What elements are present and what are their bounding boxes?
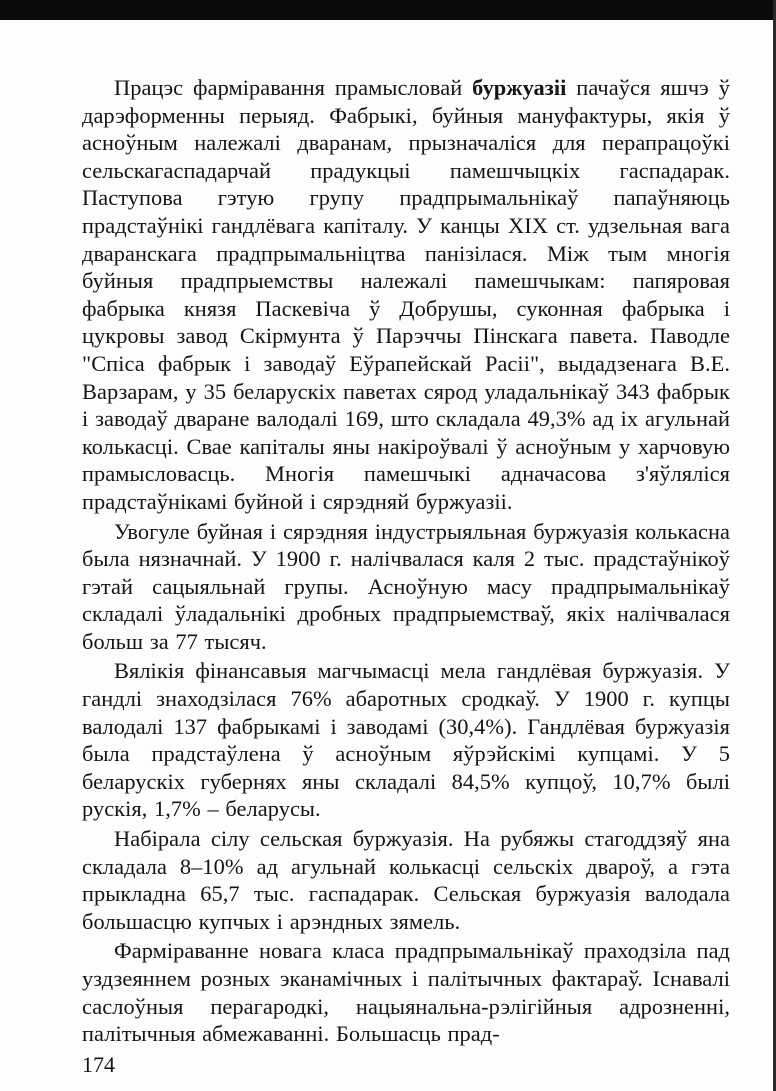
page-number: 174 [82, 1052, 115, 1077]
text-run: пачаўся яшчэ ў дарэформенны перыяд. Фабрыкі, буйныя мануфактуры, якія ў асноўным належалі дваранам, прызначаліся для перапрацоўкі сельскагаспадарчай прадукцыі памешчыцкіх гаспадарак. Паступова гэтую групу прадпрымальнікаў папаўняюць прадстаўнікі гандлёвага капіталу. У канцы XIX ст. удзельная вага дваранскага прадпрымальніцтва панізілася. Між тым многія буйныя прадпрыемствы належалі памешчыкам: папяровая фабрыка князя Паскевіча ў Добрушы, суконная фабрыка і цукровы завод Скірмунта ў Парэччы Пінскага павета. Паводле "Спіса фабрык і заводаў Еўрапейскай Расіі", выдадзенага В.Е. Варзарам, у 35 беларускіх паветах сярод уладальнікаў 343 фабрык і заводаў дваране валодалі 169, што складала 49,3% ад іх агульнай колькасці. Свае капіталы яны накіроўвалі ў асноўным у харчовую прамысловасць. Многія памешчыкі адначасова з'яўляліся прадстаўнікамі буйной і сярэдняй буржуазіі. [82, 75, 730, 514]
text-run: Вялікія фінансавыя магчымасці мела гандлёвая буржуазія. У гандлі знаходзілася 76% абаротных сродкаў. У 1900 г. купцы валодалі 137 фабрыкамі і заводамі (30,4%). Гандлёвая буржуазія была прадстаўлена ў асноўным яўрэйскімі купцамі. У 5 беларускіх губернях яны складалі 84,5% купцоў, 10,7% былі рускія, 1,7% – беларусы. [82, 658, 730, 822]
body-paragraph [82, 74, 730, 516]
text-run: Працэс фарміравання прамысловай [114, 75, 473, 100]
text-run: Увогуле буйная і сярэдняя індустрыяльная буржуазія колькасна была нязначнай. У 1900 г. налічвалася каля 2 тыс. прадстаўнікоў гэтай сацыяльнай групы. Асноўную масу прадпрымальнікаў складалі ўладальнікі дробных прадпрыемстваў, якіх налічвалася больш за 77 тысяч. [82, 518, 730, 654]
page-top-border [0, 0, 776, 20]
body-paragraph [82, 825, 730, 935]
text-run: Набірала сілу сельская буржуазія. На рубяжы стагоддзяў яна складала 8–10% ад агульнай колькасці сельскіх двароў, а гэта прыкладна 65,7 тыс. гаспадарак. Сельская буржуазія валодала большасцю купчых і арэндных зямель. [82, 826, 730, 934]
bold-term: буржуазіі [472, 75, 567, 100]
text-run: Фарміраванне новага класа прадпрымальнікаў праходзіла пад уздзеяннем розных эканамічных і палітычных фактараў. Існавалі саслоўныя перагародкі, нацыянальна-рэлігійныя адрозненні, палітычныя абмежаванні. Большасць прад- [82, 938, 730, 1047]
body-paragraph [82, 657, 730, 823]
body-paragraph [82, 937, 730, 1047]
body-paragraph [82, 518, 730, 656]
document-page [82, 74, 730, 1048]
